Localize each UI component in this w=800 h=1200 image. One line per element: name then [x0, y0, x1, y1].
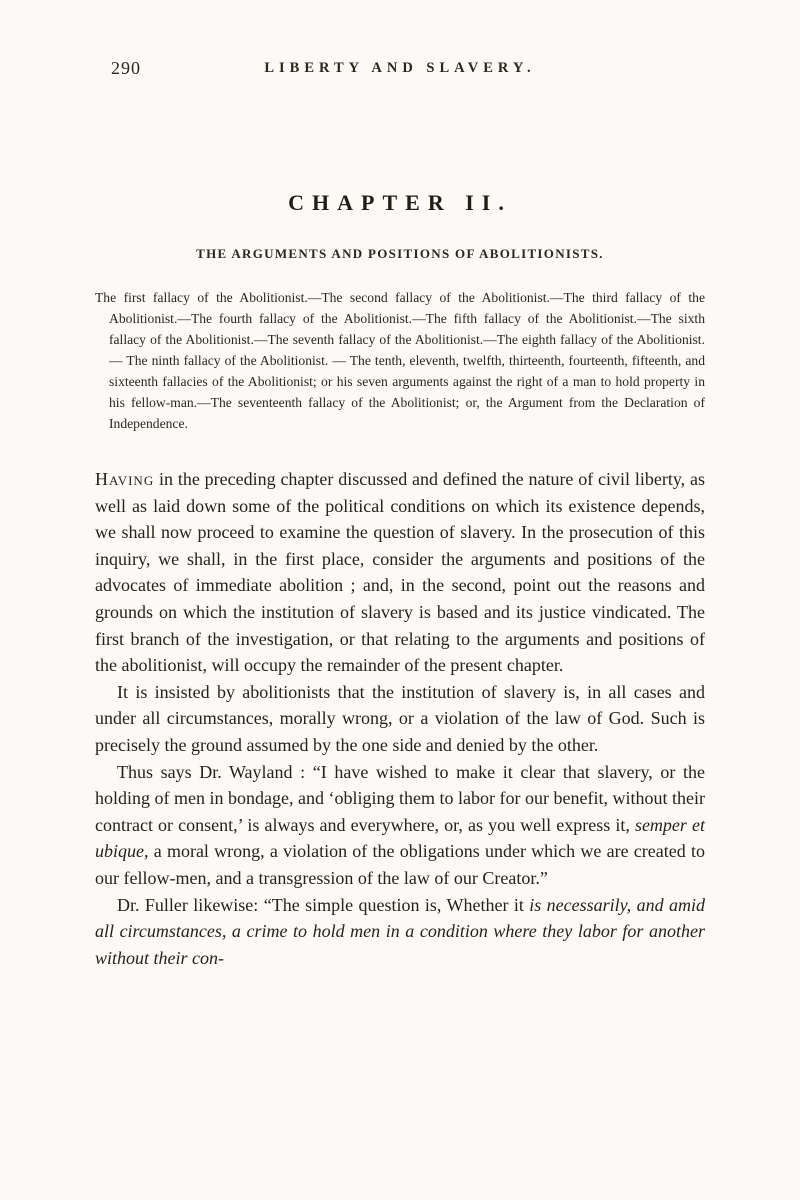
paragraph-1-text: in the preceding chapter discussed and defined the nature of civil liberty, as well as laid down some of the political conditions on which its existence depends, we shall now proceed to examine the question of slavery. In the prosecution of this inquiry, we shall, in the first place, consider the arguments and positions of the advocates of immediate abolition ; and, in the second, point out the reasons and grounds on which the institution of slavery is based and its justice vindicated. The first branch of the investigation, or that relating to the arguments and positions of the abolitionist, will occupy the remainder of the present chapter. — [95, 469, 705, 676]
paragraph-4-italic-continuation: is necessarily, and amid all circumstances, a crime to hold men in a condition where they labor for another without their con- — [95, 894, 705, 968]
page-number: 290 — [111, 58, 141, 78]
running-header-title: LIBERTY AND SLAVERY. — [264, 60, 536, 76]
page-content — [95, 190, 705, 971]
page-header — [95, 58, 705, 84]
chapter-subtitle: THE ARGUMENTS AND POSITIONS OF ABOLITIONISTS. — [196, 246, 604, 261]
paragraph-2: It is insisted by abolitionists that the institution of slavery is, in all cases and under all circumstances, morally wrong, or a violation of the law of God. Such is precisely the ground assumed by the one side and denied by the other. — [95, 681, 705, 755]
paragraph-4 — [95, 892, 705, 972]
paragraph-3-text-start: Thus says Dr. Wayland : “I have wished to make it clear that slavery, or the holding of men in bondage, and ‘obliging them to labor for our benefit, without their contract or consent,’ is always and everywhere, or, as you well express it, — [95, 761, 705, 835]
paragraph-3 — [95, 759, 705, 892]
paragraph-1 — [95, 466, 705, 679]
paragraph-3-text-end: , a moral wrong, a violation of the obligations under which we are created to our fellow-men, and a transgression of the law of our Creator.” — [95, 841, 705, 888]
paragraph-4-text-start: Dr. Fuller likewise: “The simple question is, Whether it — [117, 894, 530, 915]
chapter-synopsis: The first fallacy of the Abolitionist.—The second fallacy of the Abolitionist.—The third fallacy of the Abolitionist.—The fourth fallacy of the Abolitionist.—The fifth fallacy of the Abolitionist.—The sixth fallacy of the Abolitionist.—The seventh fallacy of the Abolitionist.—The eighth fallacy of the Abolitionist. — The ninth fallacy of the Abolitionist. — The tenth, eleventh, twelfth, thirteenth, fourteenth, fifteenth, and sixteenth fallacies of the Abolitionist; or his seven arguments against the right of a man to hold property in his fellow-man.—The seventeenth fallacy of the Abolitionist; or, the Argument from the Declaration of Independence. — [95, 290, 705, 431]
chapter-title: CHAPTER II. — [288, 190, 512, 215]
body-text — [95, 466, 705, 971]
lead-word-smallcaps: Having — [95, 469, 155, 489]
latin-phrase-italic: semper et ubique — [95, 814, 706, 862]
